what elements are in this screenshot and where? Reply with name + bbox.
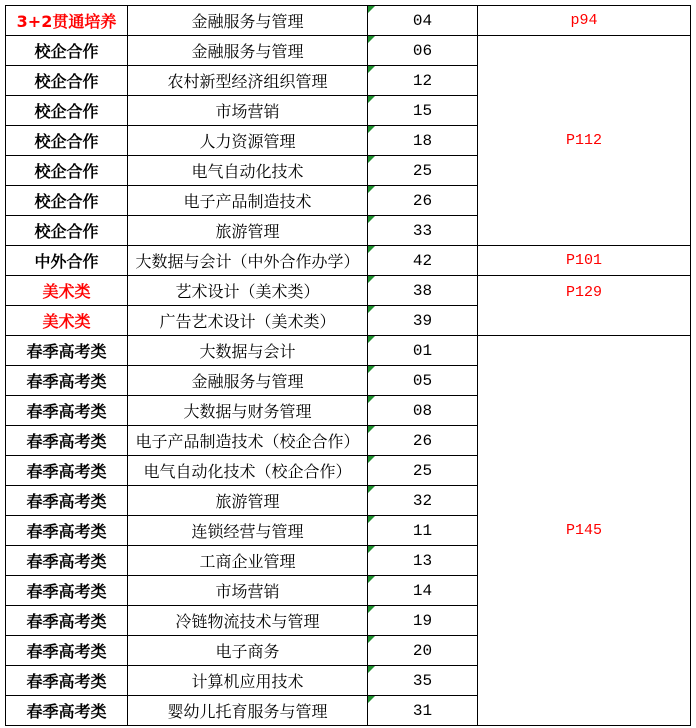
major-cell: 电子产品制造技术: [128, 186, 368, 216]
major-cell: 人力资源管理: [128, 126, 368, 156]
code-cell: 25: [368, 156, 478, 186]
category-cell: 春季高考类: [6, 636, 128, 666]
major-cell: 大数据与财务管理: [128, 396, 368, 426]
code-cell: 12: [368, 66, 478, 96]
major-cell: 市场营销: [128, 96, 368, 126]
code-cell: 32: [368, 486, 478, 516]
code-cell: 42: [368, 246, 478, 276]
category-cell: 校企合作: [6, 66, 128, 96]
category-cell: 春季高考类: [6, 516, 128, 546]
category-cell: 春季高考类: [6, 456, 128, 486]
page-cell: P112: [478, 36, 691, 246]
major-cell: 计算机应用技术: [128, 666, 368, 696]
category-cell: 春季高考类: [6, 576, 128, 606]
category-cell: 校企合作: [6, 156, 128, 186]
code-cell: 33: [368, 216, 478, 246]
category-cell: 美术类: [6, 276, 128, 306]
code-cell: 25: [368, 456, 478, 486]
major-cell: 大数据与会计（中外合作办学）: [128, 246, 368, 276]
major-cell: 金融服务与管理: [128, 366, 368, 396]
enrollment-table: [5, 5, 691, 726]
code-cell: 18: [368, 126, 478, 156]
page-cell: p94: [478, 6, 691, 36]
code-cell: 06: [368, 36, 478, 66]
major-cell: 电气自动化技术（校企合作）: [128, 456, 368, 486]
table-row: [6, 6, 691, 36]
table-row: [6, 336, 691, 366]
category-cell: 美术类: [6, 306, 128, 336]
major-cell: 电子产品制造技术（校企合作）: [128, 426, 368, 456]
code-cell: 19: [368, 606, 478, 636]
category-cell: 春季高考类: [6, 396, 128, 426]
category-cell: 春季高考类: [6, 696, 128, 726]
table-row: [6, 276, 691, 306]
category-cell: 校企合作: [6, 96, 128, 126]
page-cell: P101: [478, 246, 691, 276]
code-cell: 14: [368, 576, 478, 606]
category-cell: 春季高考类: [6, 666, 128, 696]
major-cell: 大数据与会计: [128, 336, 368, 366]
major-cell: 工商企业管理: [128, 546, 368, 576]
category-cell: 校企合作: [6, 126, 128, 156]
category-cell: 3+2贯通培养: [6, 6, 128, 36]
major-cell: 连锁经营与管理: [128, 516, 368, 546]
category-cell: 春季高考类: [6, 336, 128, 366]
category-cell: 校企合作: [6, 186, 128, 216]
major-cell: 旅游管理: [128, 486, 368, 516]
code-cell: 35: [368, 666, 478, 696]
code-cell: 04: [368, 6, 478, 36]
major-cell: 艺术设计（美术类）: [128, 276, 368, 306]
category-cell: 春季高考类: [6, 546, 128, 576]
code-cell: 13: [368, 546, 478, 576]
code-cell: 26: [368, 426, 478, 456]
major-cell: 金融服务与管理: [128, 6, 368, 36]
code-cell: 39: [368, 306, 478, 336]
category-cell: 春季高考类: [6, 426, 128, 456]
code-cell: 26: [368, 186, 478, 216]
major-cell: 广告艺术设计（美术类）: [128, 306, 368, 336]
major-cell: 电子商务: [128, 636, 368, 666]
table-row: [6, 246, 691, 276]
major-cell: 农村新型经济组织管理: [128, 66, 368, 96]
category-cell: 中外合作: [6, 246, 128, 276]
code-cell: 05: [368, 366, 478, 396]
code-cell: 38: [368, 276, 478, 306]
code-cell: 08: [368, 396, 478, 426]
category-cell: 春季高考类: [6, 486, 128, 516]
page-cell: P129: [478, 276, 691, 336]
major-cell: 旅游管理: [128, 216, 368, 246]
category-cell: 校企合作: [6, 36, 128, 66]
major-cell: 金融服务与管理: [128, 36, 368, 66]
page-cell: P145: [478, 336, 691, 726]
code-cell: 11: [368, 516, 478, 546]
category-cell: 校企合作: [6, 216, 128, 246]
code-cell: 31: [368, 696, 478, 726]
category-cell: 春季高考类: [6, 366, 128, 396]
major-cell: 电气自动化技术: [128, 156, 368, 186]
code-cell: 20: [368, 636, 478, 666]
code-cell: 15: [368, 96, 478, 126]
major-cell: 市场营销: [128, 576, 368, 606]
major-cell: 婴幼儿托育服务与管理: [128, 696, 368, 726]
category-cell: 春季高考类: [6, 606, 128, 636]
table-row: [6, 36, 691, 66]
major-cell: 冷链物流技术与管理: [128, 606, 368, 636]
code-cell: 01: [368, 336, 478, 366]
